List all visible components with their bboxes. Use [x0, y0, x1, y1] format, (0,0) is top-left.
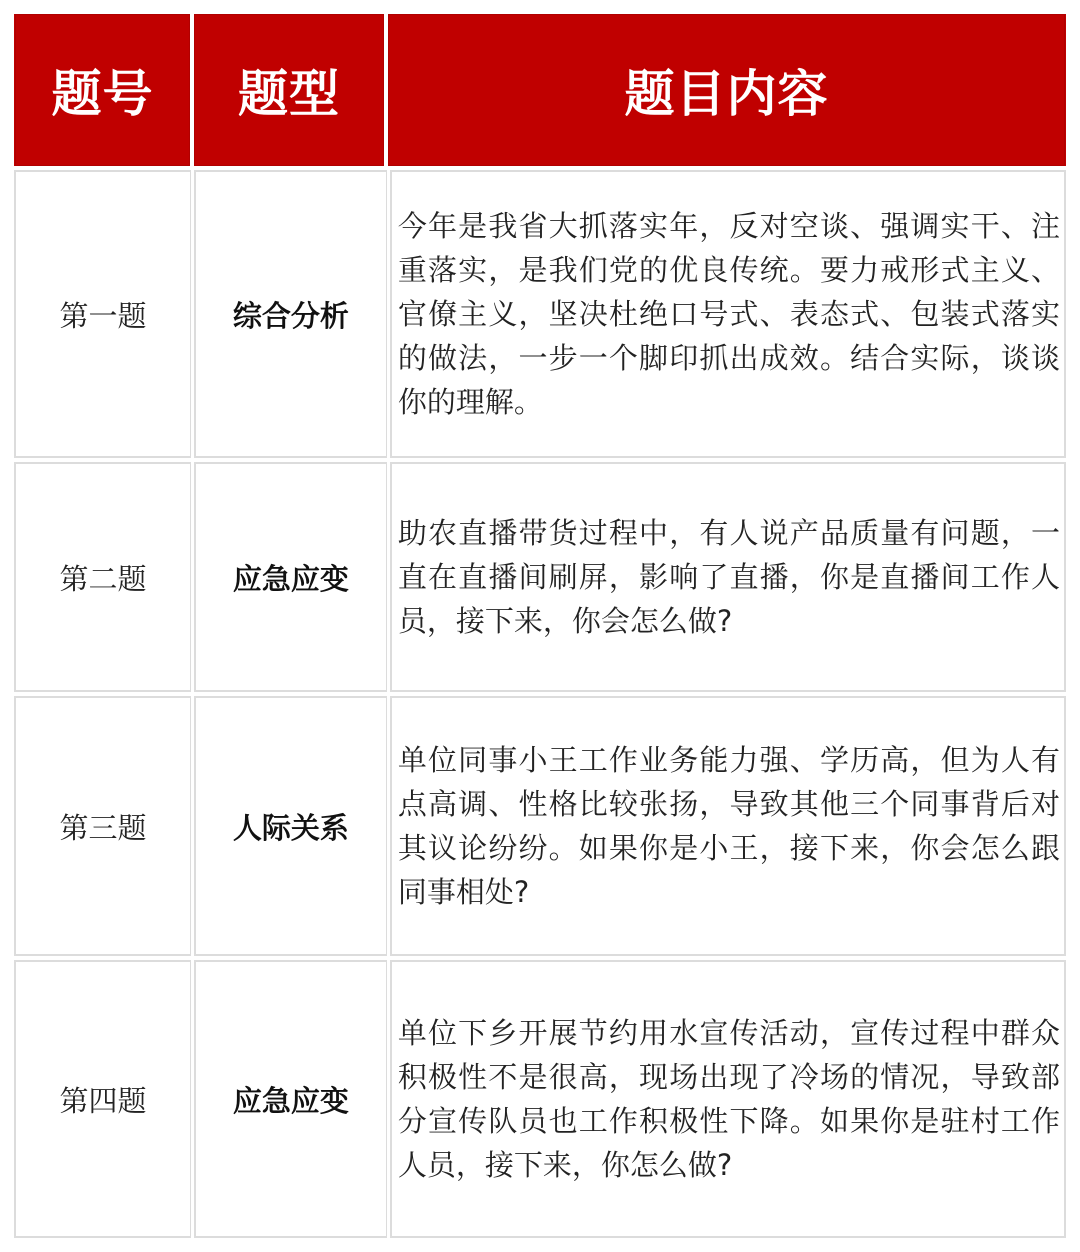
question-number: 第二题: [14, 462, 191, 692]
table-row: [14, 166, 1066, 458]
question-type: 综合分析: [194, 170, 387, 458]
question-content: 助农直播带货过程中，有人说产品质量有问题，一直在直播间刷屏，影响了直播，你是直播间工作人员，接下来，你会怎么做?: [390, 462, 1066, 692]
table-row: [14, 458, 1066, 692]
question-content: 今年是我省大抓落实年，反对空谈、强调实干、注重落实，是我们党的优良传统。要力戒形式主义、官僚主义，坚决杜绝口号式、表态式、包装式落实的做法，一步一个脚印抓出成效。结合实际，谈谈你的理解。: [390, 170, 1066, 458]
question-number: 第一题: [14, 170, 191, 458]
question-type: 人际关系: [194, 696, 387, 956]
question-content: 单位下乡开展节约用水宣传活动，宣传过程中群众积极性不是很高，现场出现了冷场的情况，导致部分宣传队员也工作积极性下降。如果你是驻村工作人员，接下来，你怎么做?: [390, 960, 1066, 1238]
question-type: 应急应变: [194, 960, 387, 1238]
header-question-number: 题号: [14, 14, 192, 166]
question-number: 第三题: [14, 696, 191, 956]
question-content: 单位同事小王工作业务能力强、学历高，但为人有点高调、性格比较张扬，导致其他三个同事背后对其议论纷纷。如果你是小王，接下来，你会怎么跟同事相处?: [390, 696, 1066, 956]
table-row: [14, 692, 1066, 956]
header-question-content: 题目内容: [386, 14, 1066, 166]
table-header: [14, 14, 1066, 166]
question-number: 第四题: [14, 960, 191, 1238]
question-type: 应急应变: [194, 462, 387, 692]
question-table: [14, 14, 1066, 1238]
header-question-type: 题型: [192, 14, 386, 166]
table-row: [14, 956, 1066, 1238]
